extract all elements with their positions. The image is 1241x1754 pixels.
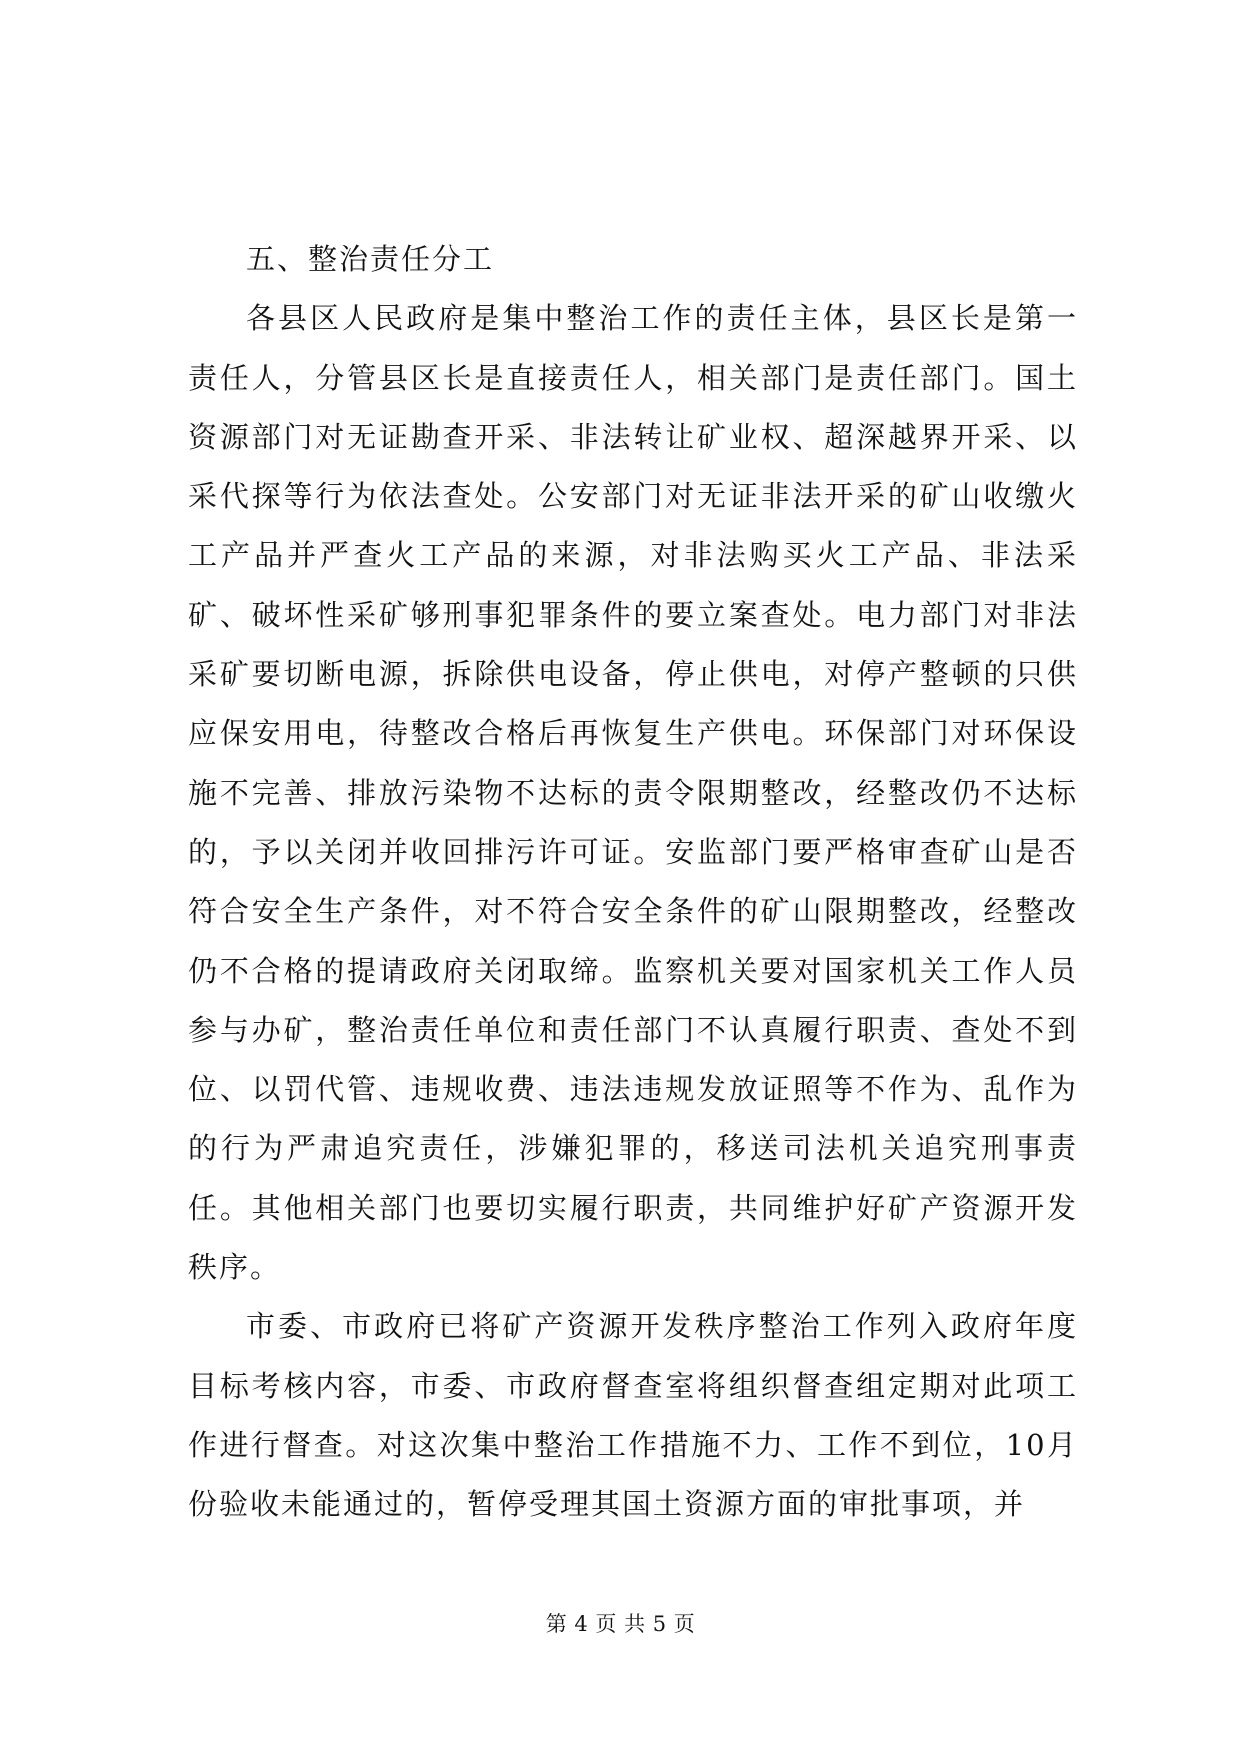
section-heading: 五、整治责任分工 — [246, 242, 495, 276]
paragraph-assessment: 市委、市政府已将矿产资源开发秩序整治工作列入政府年度目标考核内容，市委、市政府督查室将组织督查组定期对此项工作进行督查。对这次集中整治工作措施不力、工作不到位，10月份验收未能通过的，暂停受理其国土资源方面的审批事项，并 — [188, 1309, 1078, 1522]
paragraph-responsibilities: 各县区人民政府是集中整治工作的责任主体，县区长是第一责任人，分管县区长是直接责任人，相关部门是责任部门。国土资源部门对无证勘查开采、非法转让矿业权、超深越界开采、以采代探等行为依法查处。公安部门对无证非法开采的矿山收缴火工产品并严查火工产品的来源，对非法购买火工产品、非法采矿、破坏性采矿够刑事犯罪条件的要立案查处。电力部门对非法采矿要切断电源，拆除供电设备，停止供电，对停产整顿的只供应保安用电，待整改合格后再恢复生产供电。环保部门对环保设施不完善、排放污染物不达标的责令限期整改，经整改仍不达标的，予以关闭并收回排污许可证。安监部门要严格审查矿山是否符合安全生产条件，对不符合安全条件的矿山限期整改，经整改仍不合格的提请政府关闭取缔。监察机关要对国家机关工作人员参与办矿，整治责任单位和责任部门不认真履行职责、查处不到位、以罚代管、违规收费、违法违规发放证照等不作为、乱作为的行为严肃追究责任，涉嫌犯罪的，移送司法机关追究刑事责任。其他相关部门也要切实履行职责，共同维护好矿产资源开发秩序。 — [188, 301, 1078, 1285]
document-body — [188, 230, 1078, 1535]
page-footer: 第 4 页 共 5 页 — [545, 1612, 696, 1636]
